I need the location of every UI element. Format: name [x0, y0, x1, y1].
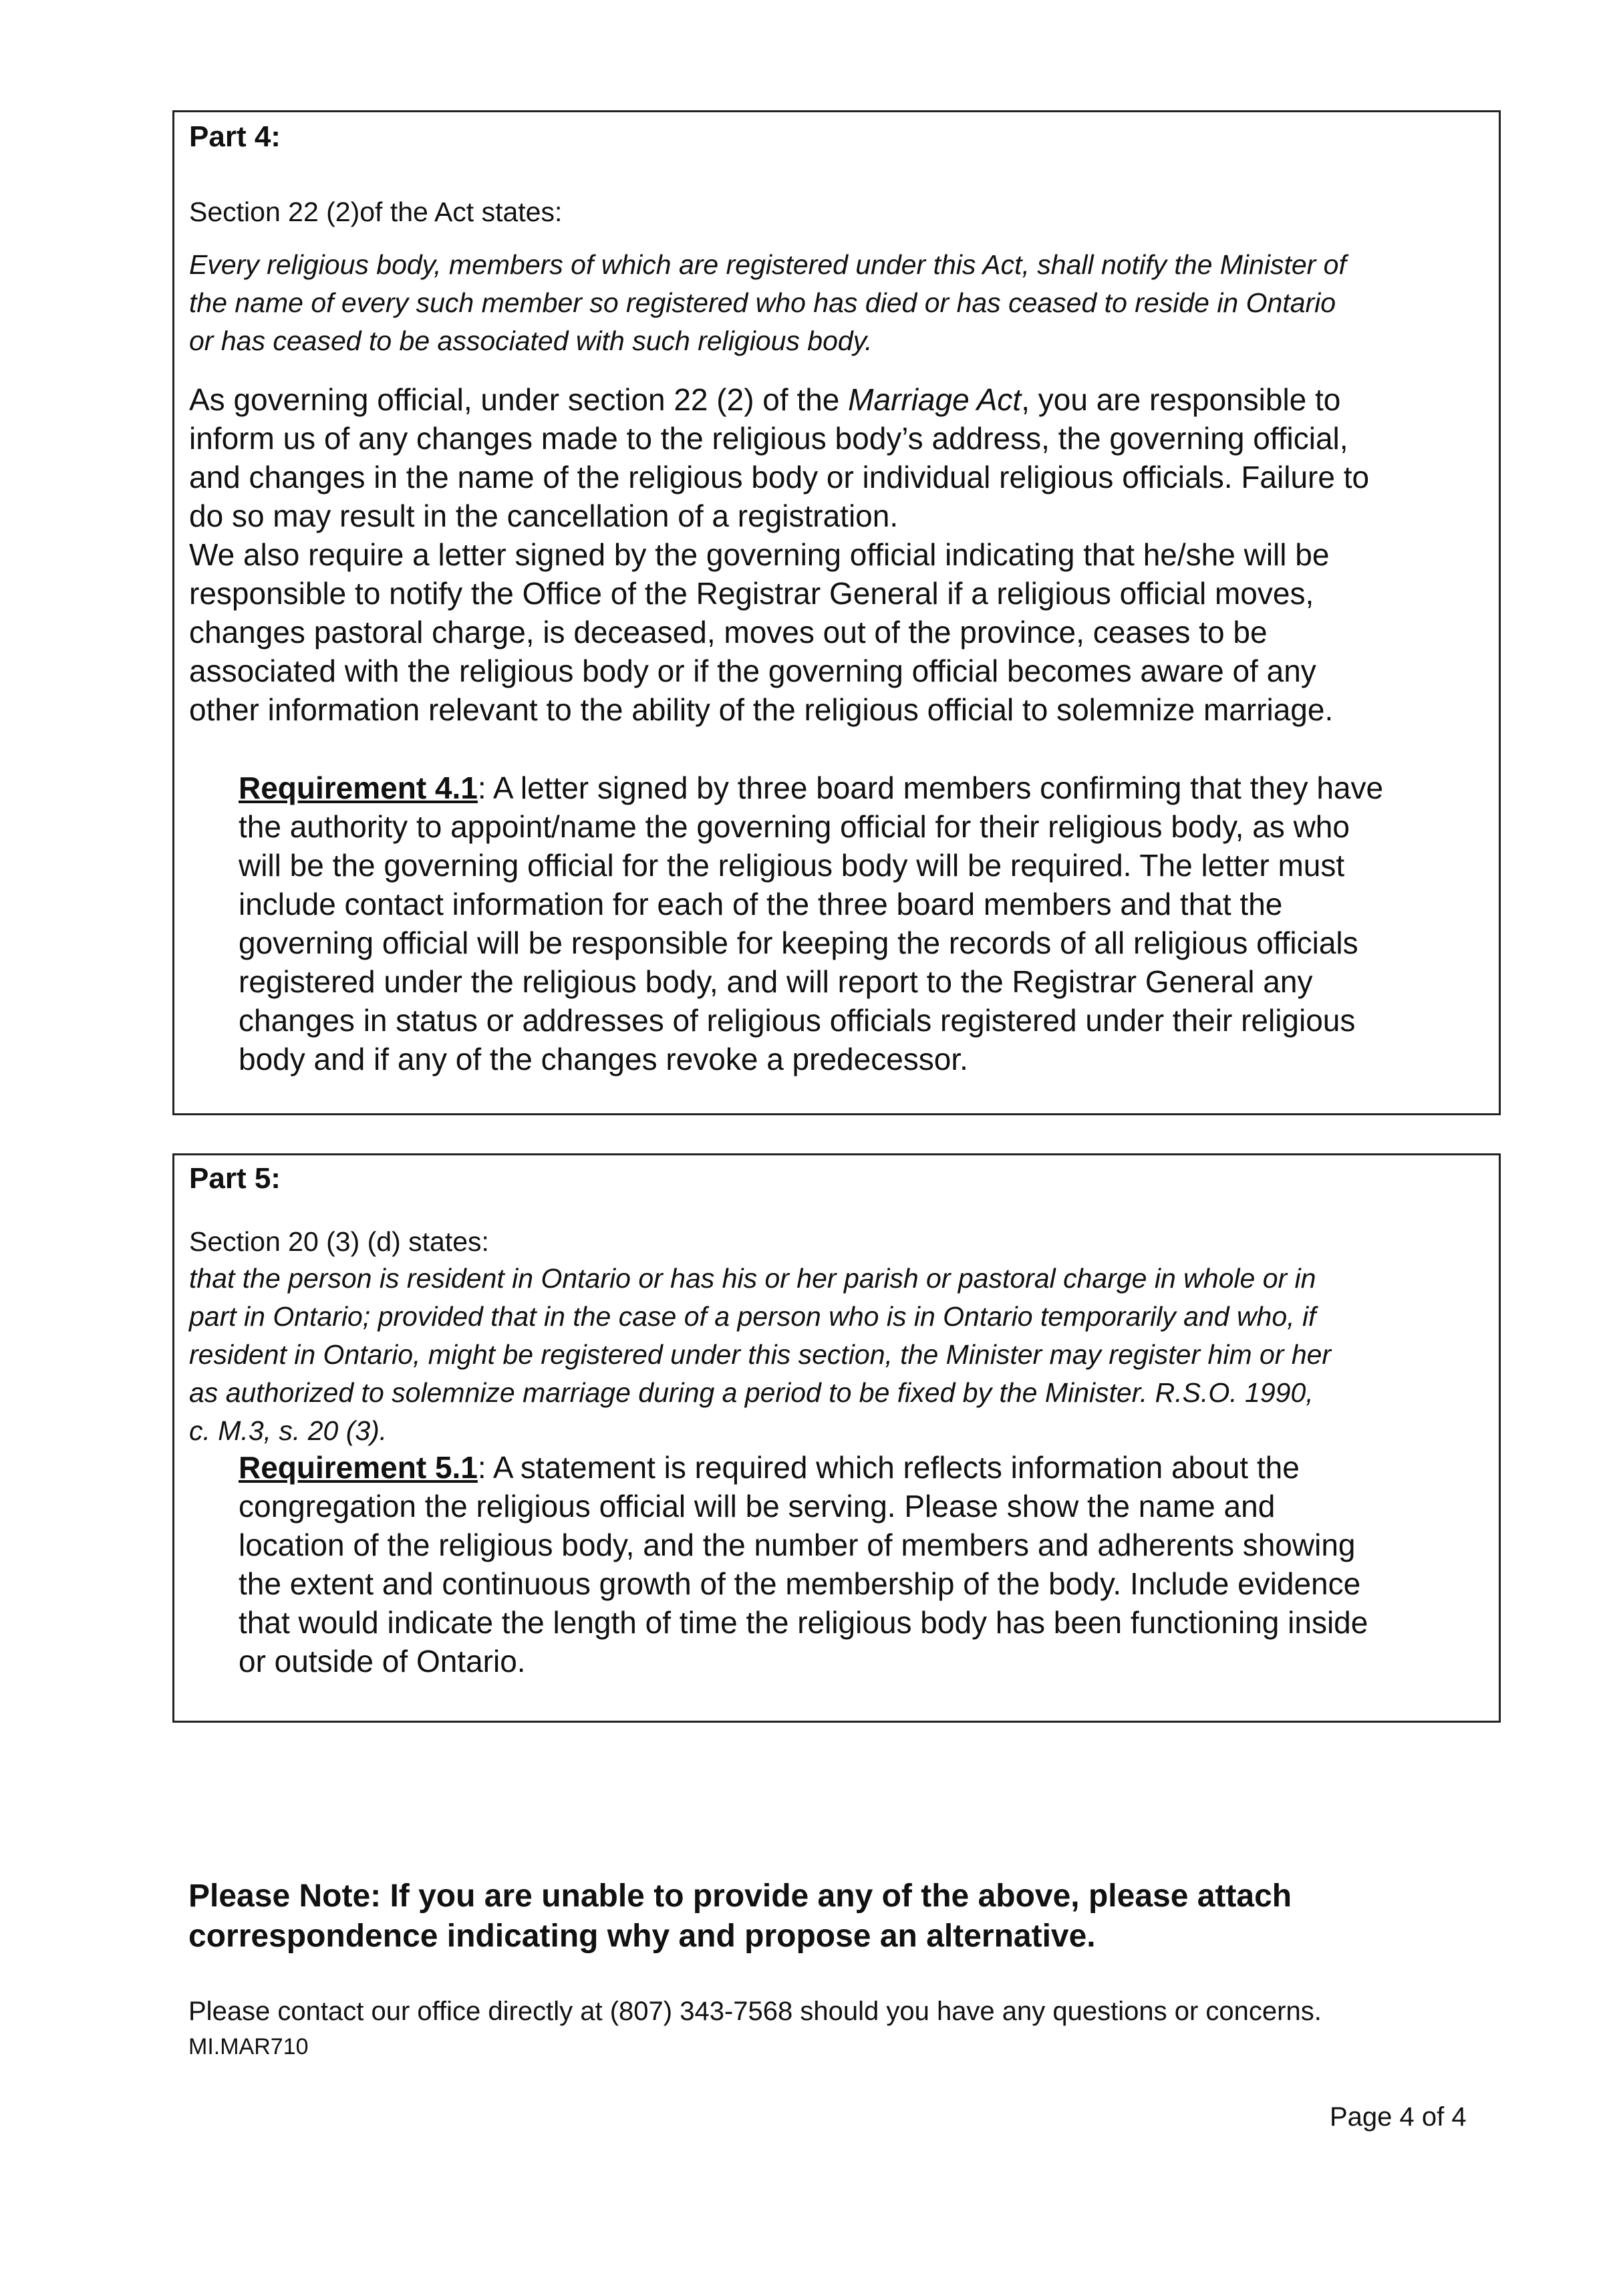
requirement-5-1-line: [239, 1448, 1495, 1487]
part4-quote-line: or has ceased to be associated with such religious body.: [189, 325, 873, 356]
part4-quote-line: Every religious body, members of which are registered under this Act, shall notify the Minister of: [189, 249, 1346, 280]
part5-quote-line: resident in Ontario, might be registered under this section, the Minister may register him or her: [189, 1339, 1332, 1370]
requirement-4-1-line: registered under the religious body, and will report to the Registrar General any: [239, 964, 1313, 999]
part4-paragraph-2-line: other information relevant to the ability of the religious official to solemnize marriage.: [189, 692, 1334, 727]
part4-paragraph-1-line: do so may result in the cancellation of a registration.: [189, 498, 899, 533]
part4-paragraph-1-line: and changes in the name of the religious body or individual religious officials. Failure to: [189, 460, 1370, 494]
requirement-4-1-line: the authority to appoint/name the governing official for their religious body, as who: [239, 809, 1350, 844]
requirement-4-1-line: changes in status or addresses of religious officials registered under their religious: [239, 1003, 1356, 1038]
requirement-5-1: [239, 1448, 1495, 1681]
part4-section-label: Section 22 (2)of the Act states:: [189, 196, 563, 227]
requirement-5-1-line: location of the religious body, and the number of members and adherents showing: [239, 1528, 1356, 1562]
part4-quote: [189, 246, 1479, 360]
contact-info: Please contact our office directly at (807) 343-7568 should you have any questions or concerns.: [188, 1997, 1322, 2026]
part5-title: Part 5:: [189, 1162, 281, 1195]
requirement-5-1-label: Requirement 5.1: [239, 1450, 478, 1485]
page-number: Page 4 of 4: [1330, 2102, 1467, 2132]
part5-quote: [189, 1260, 1479, 1450]
part4-para1-text: , you are responsible to: [1021, 382, 1341, 417]
requirement-4-1-text: : A letter signed by three board members confirming that they have: [477, 770, 1384, 805]
please-note-line: correspondence indicating why and propose an alternative.: [188, 1918, 1096, 1954]
marriage-act-reference: Marriage Act: [848, 382, 1022, 417]
part4-box: [172, 110, 1501, 1115]
form-code: MI.MAR710: [188, 2034, 309, 2059]
part4-paragraph-1: [189, 380, 1485, 535]
part5-quote-line: part in Ontario; provided that in the case of a person who is in Ontario temporarily and who, if: [189, 1301, 1316, 1332]
part4-quote-line: the name of every such member so registered who has died or has ceased to reside in Ontario: [189, 287, 1336, 318]
part4-paragraph-1-line: [189, 380, 1485, 419]
requirement-5-1-text: : A statement is required which reflects information about the: [477, 1450, 1300, 1485]
part5-box: [172, 1153, 1501, 1723]
requirement-4-1: [239, 768, 1495, 1079]
part4-paragraph-2-line: We also require a letter signed by the governing official indicating that he/she will be: [189, 537, 1330, 572]
part4-title: Part 4:: [189, 120, 281, 153]
requirement-5-1-line: congregation the religious official will be serving. Please show the name and: [239, 1489, 1276, 1524]
part5-quote-line: c. M.3, s. 20 (3).: [189, 1415, 388, 1446]
part5-section-label: Section 20 (3) (d) states:: [189, 1226, 489, 1257]
requirement-4-1-line: body and if any of the changes revoke a predecessor.: [239, 1042, 968, 1077]
part4-paragraph-2: [189, 535, 1485, 729]
part5-quote-line: that the person is resident in Ontario or has his or her parish or pastoral charge in whole or in: [189, 1263, 1316, 1294]
requirement-5-1-line: the extent and continuous growth of the membership of the body. Include evidence: [239, 1566, 1361, 1601]
requirement-4-1-line: include contact information for each of the three board members and that the: [239, 887, 1283, 921]
requirement-5-1-line: or outside of Ontario.: [239, 1644, 526, 1679]
part4-paragraph-1-line: inform us of any changes made to the religious body’s address, the governing official,: [189, 421, 1348, 456]
requirement-4-1-line: [239, 768, 1495, 807]
requirement-5-1-line: that would indicate the length of time the religious body has been functioning inside: [239, 1605, 1368, 1640]
requirement-4-1-line: governing official will be responsible for keeping the records of all religious officials: [239, 925, 1358, 960]
part5-quote-line: as authorized to solemnize marriage during a period to be fixed by the Minister. R.S.O. 1990,: [189, 1377, 1314, 1408]
part4-paragraph-2-line: changes pastoral charge, is deceased, moves out of the province, ceases to be: [189, 615, 1268, 650]
please-note-line: Please Note: If you are unable to provide any of the above, please attach: [188, 1878, 1292, 1914]
requirement-4-1-line: will be the governing official for the religious body will be required. The letter must: [239, 848, 1345, 883]
part4-para1-text: As governing official, under section 22 (2) of the: [189, 382, 849, 417]
part4-paragraph-2-line: associated with the religious body or if the governing official becomes aware of any: [189, 654, 1316, 688]
part4-paragraph-2-line: responsible to notify the Office of the Registrar General if a religious official moves,: [189, 576, 1314, 611]
please-note: [188, 1876, 1458, 1957]
requirement-4-1-label: Requirement 4.1: [239, 770, 478, 805]
